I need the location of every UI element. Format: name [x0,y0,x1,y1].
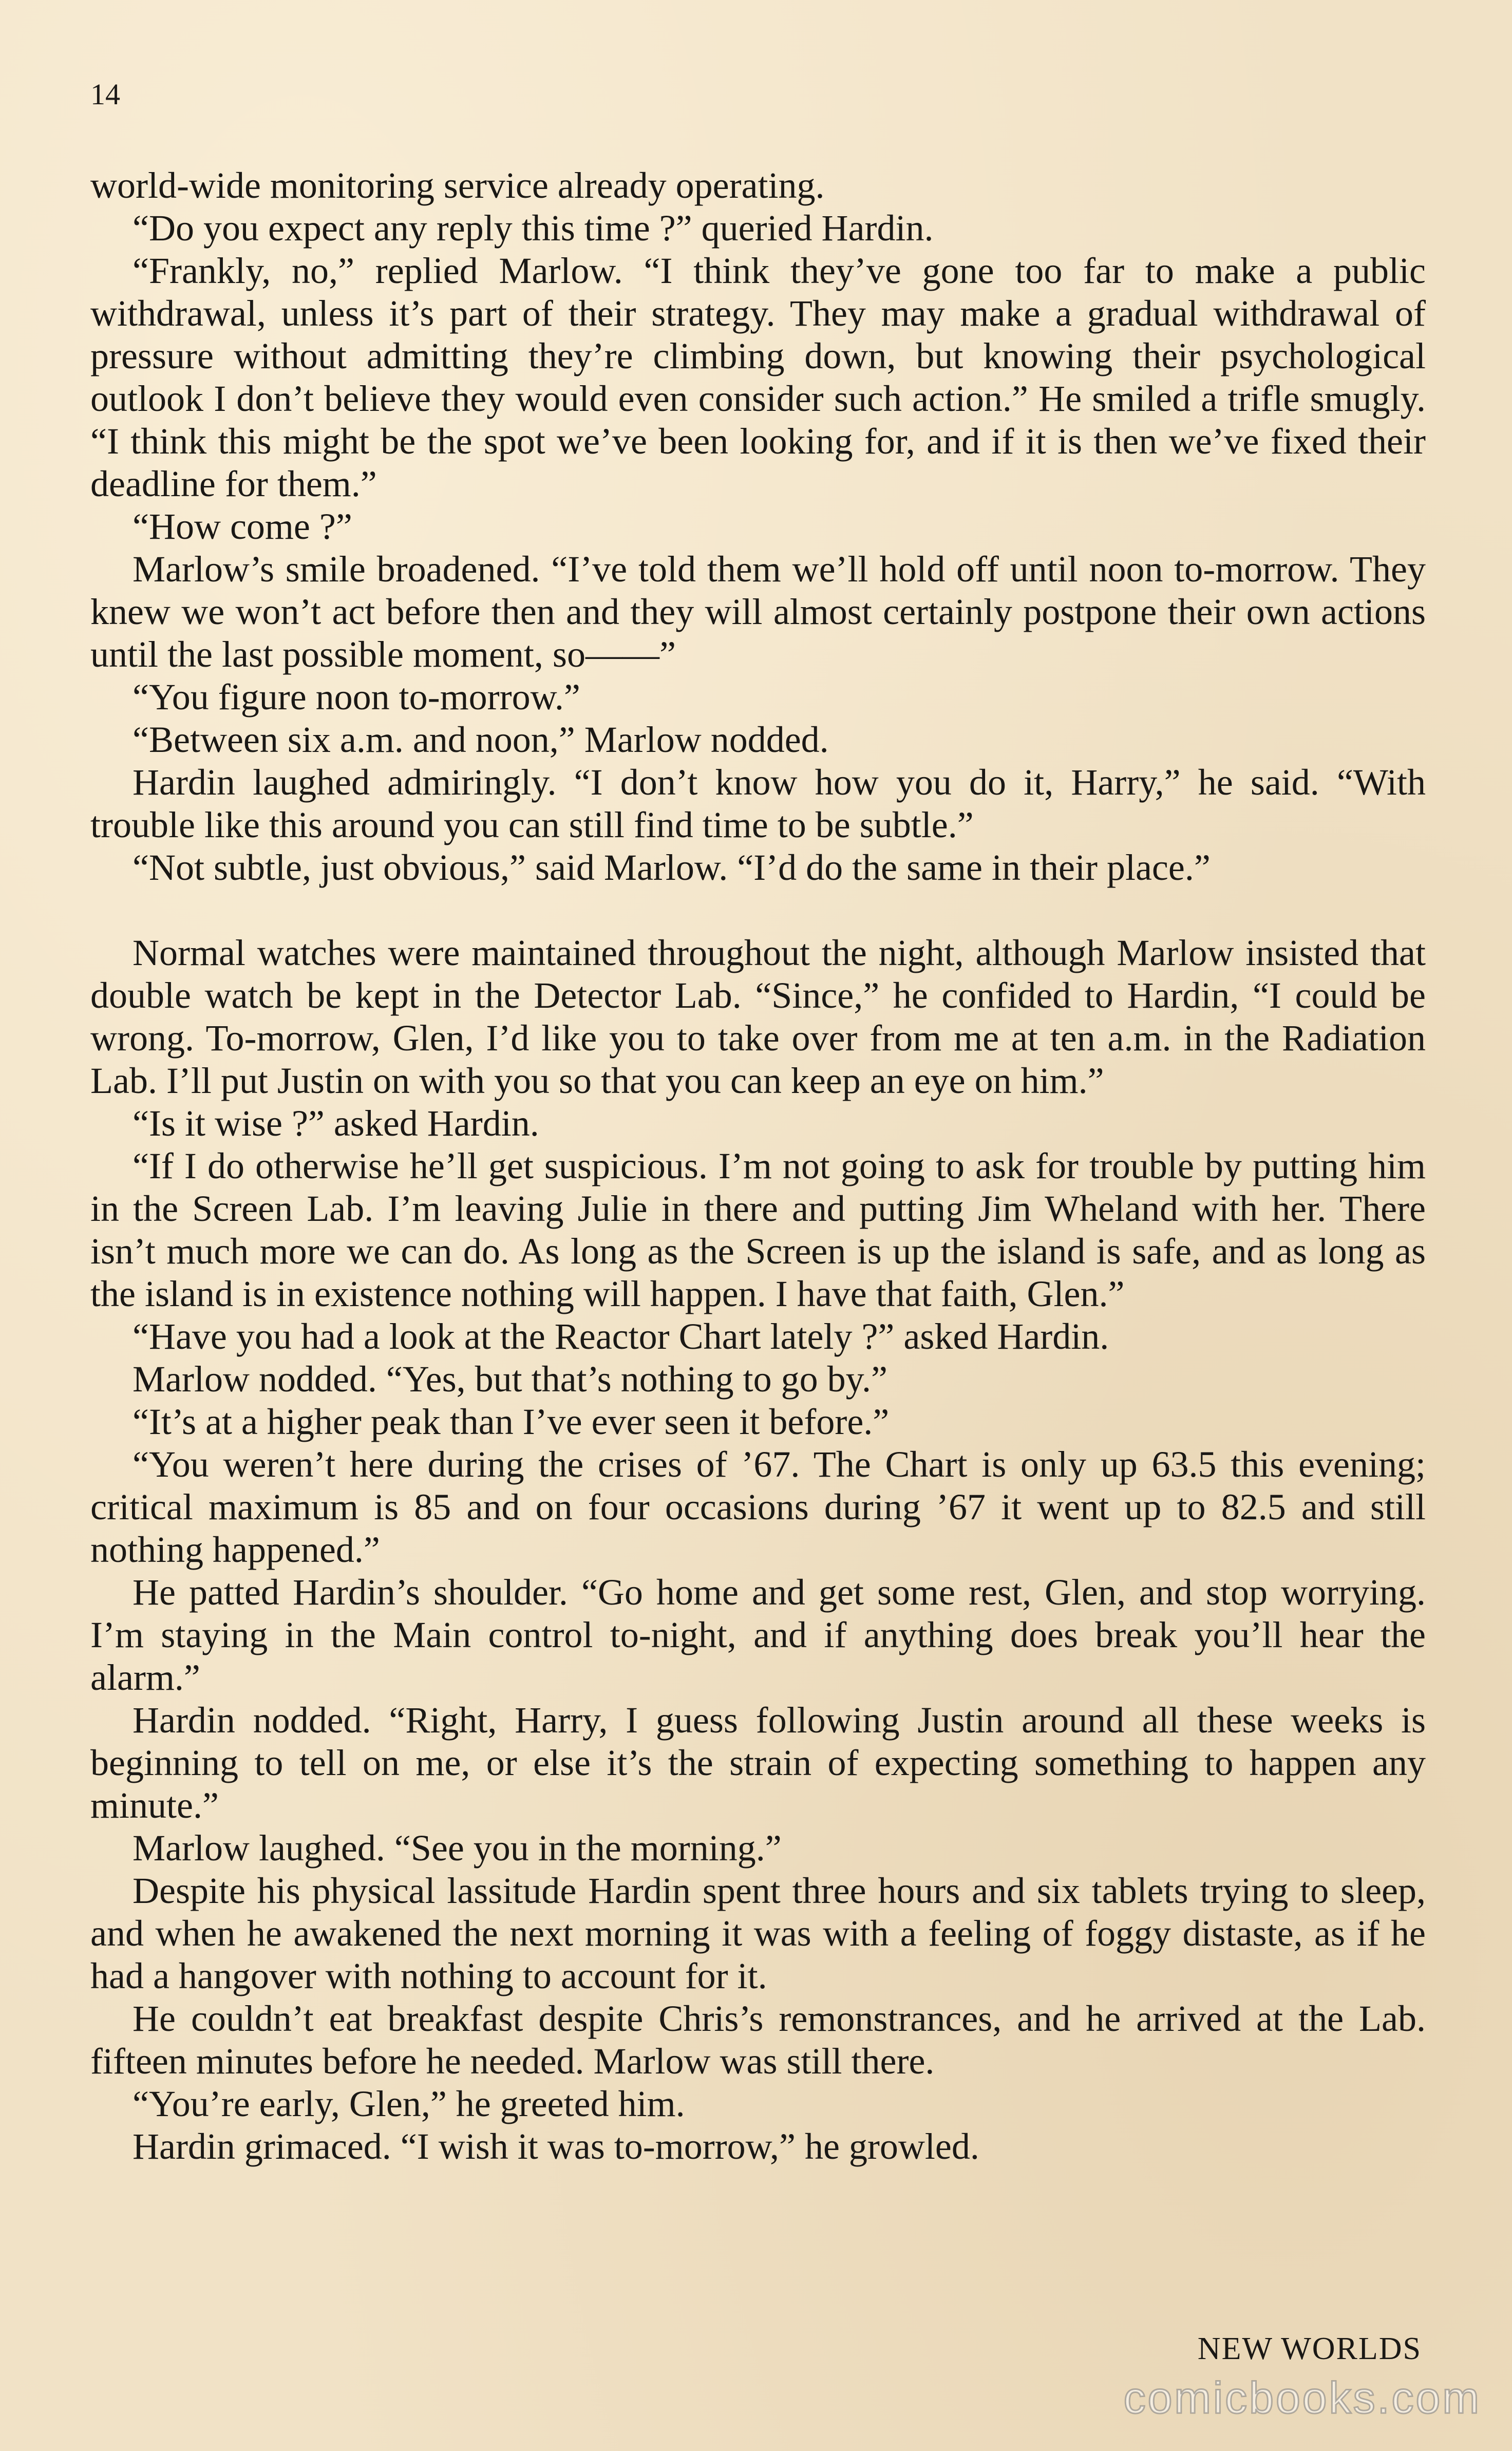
paragraph: Marlow nodded. “Yes, but that’s nothing to go by.” [133,1359,887,1400]
paragraph: “It’s at a higher peak than I’ve ever seen it before.” [133,1401,890,1442]
paragraph: “If I do otherwise he’ll get suspicious. I’m not going to ask for trouble by putting him in the Screen Lab. I’m leaving Julie in there and putting Jim Wheland with her. There isn’t much more we can do. As long as the Screen is up the island is safe, and as long as the island is in existence nothing will happen. I have that faith, Glen.” [90,1145,1426,1314]
paragraph: “Have you had a look at the Reactor Chart lately ?” asked Hardin. [133,1316,1109,1357]
paragraph: Hardin grimaced. “I wish it was to-morrow,” he growled. [133,2126,979,2167]
paragraph: “Not subtle, just obvious,” said Marlow. “I’d do the same in their place.” [133,847,1211,888]
paragraph: world-wide monitoring service already operating. [90,165,825,206]
paragraph: Hardin laughed admiringly. “I don’t know how you do it, Harry,” he said. “With trouble like this around you can still find time to be subtle.” [90,762,1426,845]
paragraph: “Is it wise ?” asked Hardin. [133,1103,539,1144]
story-text [90,164,1426,2168]
paragraph: “Frankly, no,” replied Marlow. “I think they’ve gone too far to make a public withdrawal, unless it’s part of their strategy. They may make a gradual withdrawal of pressure without admitting they’re climbing down, but knowing their psychological outlook I don’t believe they would even consider such action.” He smiled a trifle smugly. “I think this might be the spot we’ve been looking for, and if it is then we’ve fixed their deadline for them.” [90,250,1426,504]
paragraph: Marlow’s smile broadened. “I’ve told them we’ll hold off until noon to-morrow. They knew we won’t act before then and they will almost certainly postpone their own actions until the last possible moment, so——” [90,549,1426,675]
paragraph: “Do you expect any reply this time ?” queried Hardin. [133,208,934,249]
paragraph: Marlow laughed. “See you in the morning.” [133,1827,782,1869]
paragraph: “How come ?” [133,506,352,547]
paragraph: “You’re early, Glen,” he greeted him. [133,2083,685,2124]
paragraph: Despite his physical lassitude Hardin spent three hours and six tablets trying to sleep, and when he awakened the next morning it was with a feeling of foggy distaste, as if he had a hangover with nothing to account for it. [90,1870,1426,1996]
paragraph: “You weren’t here during the crises of ’67. The Chart is only up 63.5 this evening; critical maximum is 85 and on four occasions during ’67 it went up to 82.5 and still nothing happened.” [90,1444,1426,1570]
magazine-title-footer: NEW WORLDS [1197,2331,1422,2366]
paragraph: He couldn’t eat breakfast despite Chris’s remonstrances, and he arrived at the Lab. fifteen minutes before he needed. Marlow was still there. [90,1998,1426,2082]
paragraph: He patted Hardin’s shoulder. “Go home and get some rest, Glen, and stop worrying. I’m staying in the Main control to-night, and if anything does break you’ll hear the alarm.” [90,1572,1426,1698]
paragraph: “Between six a.m. and noon,” Marlow nodded. [133,719,829,760]
paragraph: Normal watches were maintained throughout the night, although Marlow insisted that double watch be kept in the Detector Lab. “Since,” he confided to Hardin, “I could be wrong. To-morrow, Glen, I’d like you to take over from me at ten a.m. in the Radiation Lab. I’ll put Justin on with you so that you can keep an eye on him.” [90,932,1426,1101]
page-number: 14 [90,78,120,111]
watermark: comicbooks.com [1123,2373,1481,2423]
paragraph: “You figure noon to-morrow.” [133,676,580,718]
paragraph: Hardin nodded. “Right, Harry, I guess following Justin around all these weeks is beginning to tell on me, or else it’s the strain of expecting something to happen any minute.” [90,1700,1426,1826]
